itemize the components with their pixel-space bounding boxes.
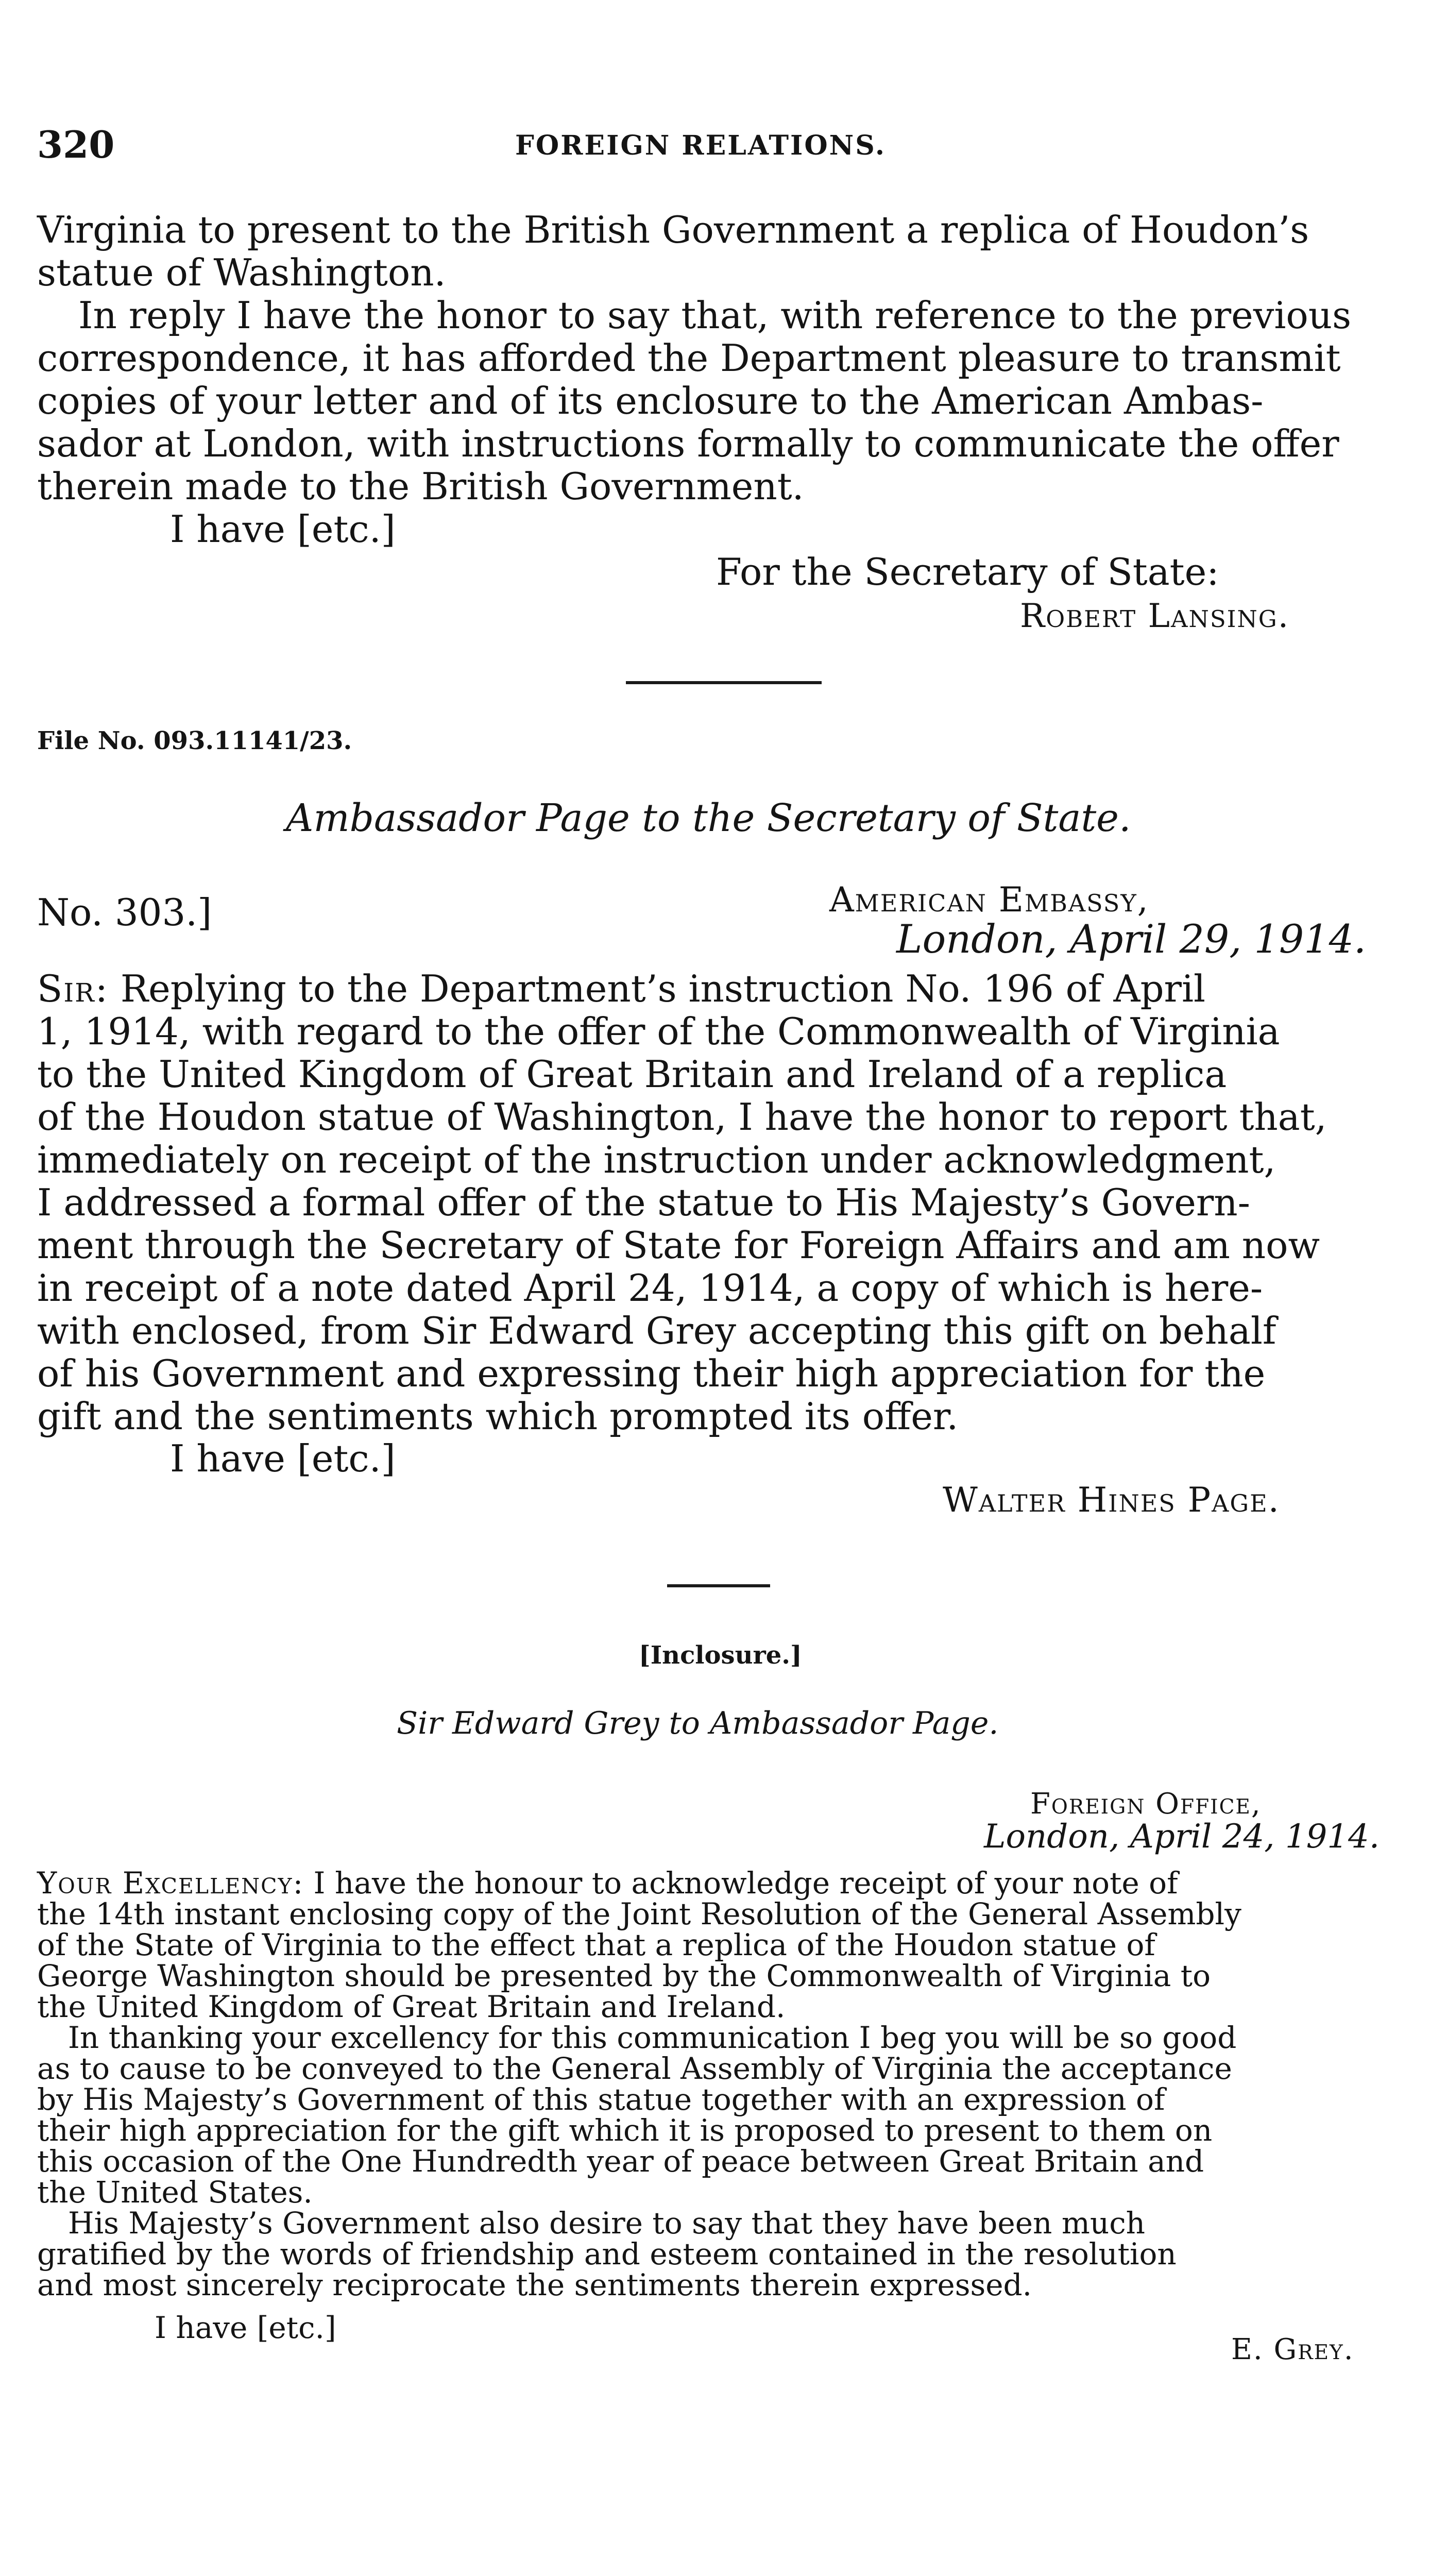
text-line: gift and the sentiments which prompted its offer. — [37, 1395, 959, 1438]
enclosure-signature: E. Grey. — [1231, 2333, 1354, 2366]
text-line: therein made to the British Government. — [37, 465, 804, 508]
text-line: ment through the Secretary of State for Foreign Affairs and am now — [37, 1224, 1320, 1267]
text-run: Replying to the Department’s instruction No. 196 of April — [120, 967, 1206, 1010]
text-line: 1, 1914, with regard to the offer of the Commonwealth of Virginia — [37, 1010, 1280, 1053]
text-line: His Majesty’s Government also desire to say that they have been much — [68, 2206, 1146, 2241]
enclosure-closing: I have [etc.] — [155, 2310, 336, 2345]
text-line: In thanking your excellency for this communication I beg you will be so good — [68, 2020, 1237, 2055]
enclosure-place: Foreign Office, — [1030, 1787, 1262, 1821]
letter2-signature: Walter Hines Page. — [943, 1480, 1280, 1520]
letter2-date: London, April 29, 1914. — [896, 916, 1367, 962]
text-line: immediately on receipt of the instruction under acknowledgment, — [37, 1138, 1276, 1181]
text-line: correspondence, it has afforded the Department pleasure to transmit — [37, 336, 1341, 380]
text-line: sador at London, with instructions formally to communicate the offer — [37, 422, 1339, 465]
text-line: with enclosed, from Sir Edward Grey accepting this gift on behalf — [37, 1309, 1276, 1352]
letter2-salutation: Sir: — [37, 967, 109, 1010]
text-line: the 14th instant enclosing copy of the Joint Resolution of the General Assembly — [37, 1896, 1241, 1931]
text-line: In reply I have the honor to say that, with reference to the previous — [78, 294, 1352, 337]
text-line: their high appreciation for the gift which it is proposed to present to them on — [37, 2113, 1213, 2148]
letter2-closing: I have [etc.] — [170, 1437, 396, 1480]
letter2-place: American Embassy, — [829, 880, 1149, 920]
file-number: File No. 093.11141/23. — [37, 726, 352, 755]
text-line: gratified by the words of friendship and esteem contained in the resolution — [37, 2236, 1177, 2272]
text-line: of the State of Virginia to the effect that a replica of the Houdon statue of — [37, 1927, 1155, 1962]
section-divider — [667, 1584, 770, 1587]
text-line: and most sincerely reciprocate the sentiments therein expressed. — [37, 2267, 1032, 2302]
text-line: in receipt of a note dated April 24, 1914, a copy of which is here- — [37, 1266, 1263, 1310]
letter1-signoff: For the Secretary of State: — [716, 550, 1219, 594]
running-title: FOREIGN RELATIONS. — [515, 130, 886, 161]
text-line: I addressed a formal offer of the statue to His Majesty’s Govern- — [37, 1181, 1250, 1224]
text-line: George Washington should be presented by the Commonwealth of Virginia to — [37, 1958, 1211, 1993]
text-line: to the United Kingdom of Great Britain and Ireland of a replica — [37, 1053, 1227, 1096]
enclosure-body — [37, 1868, 1397, 2300]
text-line: as to cause to be conveyed to the General Assembly of Virginia the acceptance — [37, 2051, 1232, 2086]
text-line: of his Government and expressing their high appreciation for the — [37, 1352, 1266, 1395]
letter1-signature: Robert Lansing. — [1020, 597, 1290, 635]
letter2-body — [37, 968, 1397, 1438]
text-run: I have the honour to acknowledge receipt of your note of — [313, 1866, 1178, 1901]
text-line — [37, 1868, 1397, 1899]
page-number: 320 — [37, 123, 115, 166]
text-line: the United States. — [37, 2175, 313, 2210]
letter1-body — [37, 209, 1397, 508]
text-line: this occasion of the One Hundredth year of peace between Great Britain and — [37, 2144, 1204, 2179]
text-line — [37, 968, 1397, 1010]
text-line: of the Houdon statue of Washington, I have the honor to report that, — [37, 1095, 1327, 1139]
enclosure-date: London, April 24, 1914. — [984, 1818, 1380, 1856]
text-line: by His Majesty’s Government of this statue together with an expression of — [37, 2082, 1165, 2117]
enclosure-label: [Inclosure.] — [639, 1641, 802, 1670]
enclosure-salutation: Your Excellency: — [37, 1866, 304, 1901]
text-line: copies of your letter and of its enclosure to the American Ambas- — [37, 379, 1264, 422]
enclosure-heading: Sir Edward Grey to Ambassador Page. — [397, 1705, 999, 1741]
letter2-heading: Ambassador Page to the Secretary of State. — [286, 796, 1131, 840]
text-line: Virginia to present to the British Government a replica of Houdon’s — [37, 208, 1309, 251]
letter2-number: No. 303.] — [37, 891, 212, 934]
section-divider — [626, 681, 822, 684]
letter1-closing: I have [etc.] — [170, 507, 396, 551]
text-line: the United Kingdom of Great Britain and Ireland. — [37, 1989, 786, 2024]
text-line: statue of Washington. — [37, 251, 446, 294]
